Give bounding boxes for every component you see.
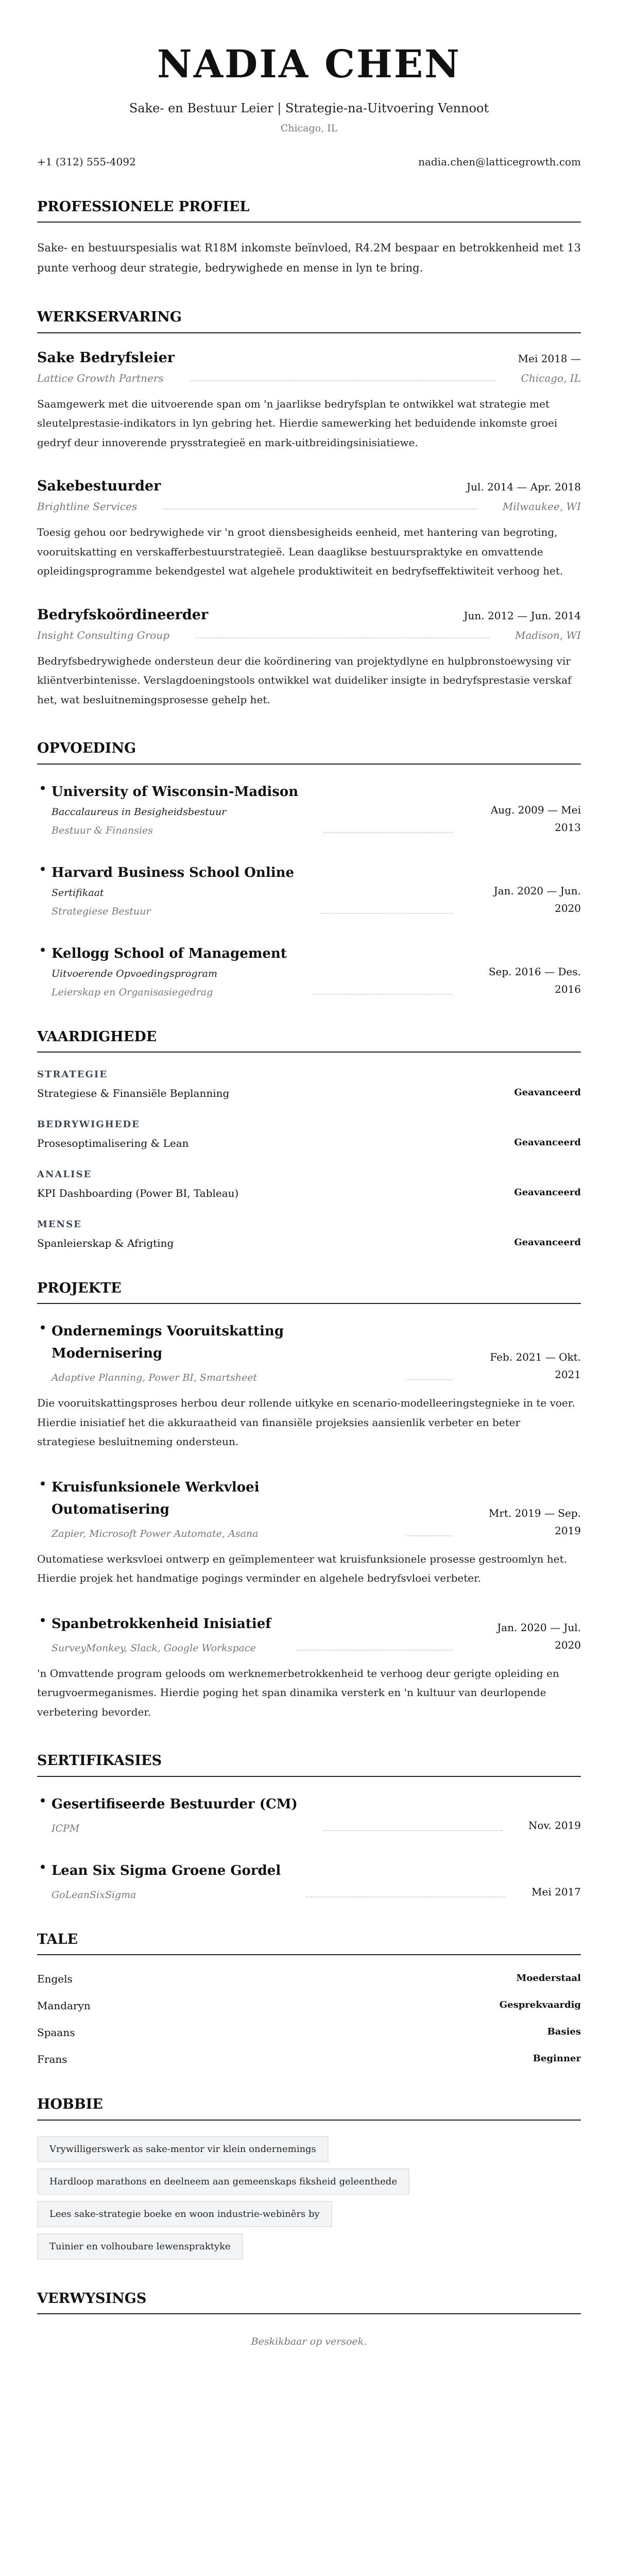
section-title: SERTIFIKASIES (37, 1753, 581, 1776)
dotted-leader (320, 913, 452, 914)
dotted-leader (306, 1896, 506, 1897)
bullet-icon: • (39, 1614, 47, 1628)
language-name: Spaans (37, 2026, 75, 2039)
section-title: WERKSERVARING (37, 309, 581, 333)
project-details (52, 1477, 380, 1539)
candidate-headline: Sake- en Bestuur Leier | Strategie-na-Uitvoering Vennoot (129, 101, 489, 115)
dotted-leader (405, 1379, 452, 1380)
skill-category: STRATEGIE (37, 1069, 108, 1080)
field-of-study: Leierskap en Organisasiegedrag (52, 986, 213, 998)
company-name: Insight Consulting Group (37, 629, 170, 641)
education-entry (37, 943, 581, 998)
job-entry (37, 350, 581, 453)
certification-details (52, 1860, 281, 1901)
contact-row (37, 156, 581, 168)
section-title: PROFESSIONELE PROFIEL (37, 199, 581, 223)
school-name: Kellogg School of Management (52, 945, 287, 961)
section-title: VERWYSINGS (37, 2291, 581, 2314)
field-of-study: Strategiese Bestuur (52, 905, 151, 917)
bullet-icon: • (39, 943, 47, 957)
email-address[interactable]: nadia.chen@latticegrowth.com (418, 156, 581, 168)
language-level: Beginner (533, 2053, 581, 2064)
skill-row (37, 1187, 581, 1199)
skill-category: BEDRYWIGHEDE (37, 1119, 140, 1130)
project-description: Die vooruitskattingsproses herbou deur rollende uitkyke en scenario-modelleeringstegnieke in te voer. Hierdie inisiatief het die akkuraatheid van finansiële projeksies aansienlik verbeter en beter strategiese besluitneming ondersteun. (37, 1397, 575, 1448)
skill-level: Geavanceerd (514, 1087, 581, 1098)
project-tools: SurveyMonkey, Slack, Google Workspace (52, 1642, 256, 1654)
skill-row (37, 1237, 581, 1249)
certification-issuer: GoLeanSixSigma (52, 1889, 136, 1901)
job-description: Toesig gehou oor bedrywighede vir 'n groot diensbesigheids eenheid, met hantering van begroting, vooruitskatting en verskafferbestuurstrategieë. Lean daaglikse bestuurspraktyke en omvattende opleidingsprogramme bekendgestel wat algehele produktiwiteit en bedryfseffektiwiteit verhoog het. (37, 526, 563, 578)
candidate-location: Chicago, IL (280, 123, 338, 134)
skill-level: Geavanceerd (514, 1237, 581, 1248)
language-level: Moederstaal (516, 1973, 581, 1984)
profile-summary: Sake- en bestuurspesialis wat R18M inkomste beïnvloed, R4.2M bespaar en betrokkenheid met 13 punte verhoog deur strategie, bedrywighede en mense in lyn te bring. (37, 242, 581, 275)
experience-section (37, 309, 581, 709)
certification-name: Gesertifiseerde Bestuurder (CM) (52, 1796, 298, 1812)
projects-section (37, 1280, 581, 1722)
bullet-icon: • (39, 1860, 47, 1874)
language-level: Basies (547, 2026, 581, 2038)
skill-row (37, 1087, 581, 1099)
school-name: Harvard Business School Online (52, 865, 295, 880)
language-row (37, 1999, 581, 2012)
hobby-chip: Tuinier en volhoubare lewenspraktyke (37, 2233, 243, 2260)
dotted-leader (405, 1535, 452, 1536)
skill-name: Spanleierskap & Afrigting (37, 1237, 174, 1250)
education-entry (37, 781, 581, 836)
section-title: HOBBIE (37, 2096, 581, 2120)
skill-category: MENSE (37, 1219, 82, 1230)
language-row (37, 2053, 581, 2065)
certifications-section (37, 1753, 581, 1900)
resume-header (37, 42, 581, 168)
dotted-leader (297, 1650, 452, 1651)
job-entry (37, 607, 581, 710)
job-title: Bedryfskoördineerder (37, 606, 209, 623)
project-tools: Adaptive Planning, Power BI, Smartsheet (52, 1372, 258, 1384)
skill-name: KPI Dashboarding (Power BI, Tableau) (37, 1187, 239, 1200)
skill-category: ANALISE (37, 1169, 92, 1180)
certification-issuer: ICPM (52, 1822, 80, 1834)
project-entry (37, 1320, 581, 1452)
education-dates: Aug. 2009 — Mei 2013 (490, 803, 581, 834)
job-description: Saamgewerk met die uitvoerende span om 'n jaarlikse bedryfsplan te ontwikkel wat strategie met sleutelprestasie-indikators in lyn gebring het. Hierdie samewerking het beduidende inkomste groei gedryf deur innoverende prysstrategieë en mark-uitbreidingsinisiatiewe. (37, 397, 558, 449)
bullet-icon: • (39, 1477, 47, 1491)
skill-level: Geavanceerd (514, 1137, 581, 1148)
project-tools: Zapier, Microsoft Power Automate, Asana (52, 1528, 259, 1539)
profile-section (37, 199, 581, 278)
certification-date: Mei 2017 (531, 1885, 581, 1898)
hobby-chip: Hardloop marathons en deelneem aan gemeenskaps fiksheid geleenthede (37, 2168, 409, 2195)
project-description: 'n Omvattende program geloods om werknemerbetrokkenheid te verhoog deur gerigte opleiding en terugvoermeganismes. Hierdie poging het span dinamika versterk en 'n kultuur van deurlopende verbetering bevorder. (37, 1667, 559, 1718)
education-details (52, 943, 287, 998)
phone-number: +1 (312) 555-4092 (37, 156, 136, 168)
languages-section (37, 1931, 581, 2065)
skill-row (37, 1137, 581, 1149)
language-row (37, 2026, 581, 2039)
language-name: Frans (37, 2053, 67, 2066)
job-title: Sake Bedryfsleier (37, 349, 175, 366)
project-name: Kruisfunksionele Werkvloei Outomatisering (52, 1479, 260, 1517)
job-header (37, 350, 581, 366)
education-dates: Jan. 2020 — Jun. 2020 (493, 884, 581, 914)
dotted-leader (324, 832, 452, 833)
skills-section (37, 1029, 581, 1249)
section-title: TALE (37, 1931, 581, 1955)
certification-name: Lean Six Sigma Groene Gordel (52, 1862, 281, 1878)
references-note: Beskikbaar op versoek. (251, 2336, 367, 2348)
education-details (52, 862, 294, 917)
job-header (37, 607, 581, 623)
language-name: Mandaryn (37, 1999, 91, 2012)
candidate-name: NADIA CHEN (157, 42, 461, 87)
section-title: PROJEKTE (37, 1280, 581, 1304)
project-entry (37, 1477, 581, 1588)
hobby-chip: Vrywilligerswerk as sake-mentor vir klein ondernemings (37, 2136, 329, 2162)
dotted-leader (323, 1830, 503, 1831)
bullet-icon: • (39, 1321, 47, 1335)
project-header (37, 1477, 581, 1539)
job-dates: Mei 2018 — (518, 352, 581, 365)
certification-entry (37, 1793, 581, 1834)
job-meta (37, 372, 581, 384)
project-name: Spanbetrokkenheid Inisiatief (52, 1616, 271, 1632)
dotted-leader (163, 509, 476, 510)
project-header (37, 1320, 581, 1383)
skill-name: Prosesoptimalisering & Lean (37, 1137, 189, 1150)
education-section (37, 740, 581, 997)
bullet-icon: • (39, 782, 47, 795)
job-description: Bedryfsbedrywighede ondersteun deur die koördinering van projektydlyne en hulpbronstoewysing vir kliëntverbintenisse. Verslagdoeningstools ontwikkel wat duideliker insigte in bedryfsprestasie verskaf het, wat besluitnemingsprosesse gehelp het. (37, 654, 572, 706)
language-level: Gesprekvaardig (499, 1999, 581, 2011)
degree: Uitvoerende Opvoedingsprogram (52, 968, 217, 979)
job-meta (37, 500, 581, 513)
project-name: Ondernemings Vooruitskatting Modernisering (52, 1324, 284, 1362)
dotted-leader (190, 380, 495, 381)
bullet-icon: • (39, 862, 47, 876)
hobbies-section (37, 2096, 581, 2259)
skill-level: Geavanceerd (514, 1187, 581, 1198)
education-details (52, 781, 298, 836)
company-name: Brightline Services (37, 500, 138, 513)
certification-entry (37, 1860, 581, 1901)
dotted-leader (195, 637, 489, 638)
project-details (52, 1320, 380, 1383)
degree: Sertifikaat (52, 887, 104, 899)
education-entry (37, 862, 581, 917)
job-location: Madison, WI (515, 629, 581, 641)
project-dates: Mrt. 2019 — Sep. 2019 (488, 1506, 581, 1537)
school-name: University of Wisconsin-Madison (52, 784, 299, 800)
language-name: Engels (37, 1973, 73, 1986)
hobby-chip: Lees sake-strategie boeke en woon industrie-webinêrs by (37, 2201, 332, 2227)
section-title: OPVOEDING (37, 740, 581, 764)
project-details (52, 1613, 271, 1654)
job-meta (37, 629, 581, 641)
project-header (37, 1613, 581, 1654)
project-dates: Feb. 2021 — Okt. 2021 (490, 1351, 581, 1381)
skill-name: Strategiese & Finansiële Beplanning (37, 1087, 230, 1100)
education-dates: Sep. 2016 — Des. 2016 (488, 965, 581, 995)
degree: Baccalaureus in Besigheidsbestuur (52, 806, 227, 818)
project-dates: Jan. 2020 — Jul. 2020 (497, 1621, 581, 1651)
job-header (37, 478, 581, 494)
job-dates: Jul. 2014 — Apr. 2018 (467, 481, 581, 494)
certification-date: Nov. 2019 (528, 1819, 581, 1832)
language-row (37, 1973, 581, 1985)
job-location: Chicago, IL (521, 371, 581, 384)
job-title: Sakebestuurder (37, 478, 161, 495)
job-location: Milwaukee, WI (502, 500, 581, 513)
job-entry (37, 478, 581, 581)
references-section (37, 2291, 581, 2347)
section-title: VAARDIGHEDE (37, 1029, 581, 1053)
project-entry (37, 1613, 581, 1722)
dotted-leader (313, 994, 452, 995)
project-description: Outomatiese werksvloei ontwerp en geïmplementeer wat kruisfunksionele prosesse gestroomlyn het. Hierdie projek het handmatige pogings verminder en algehele bedryfsvloei verbeter. (37, 1552, 568, 1585)
job-dates: Jun. 2012 — Jun. 2014 (464, 609, 581, 622)
company-name: Lattice Growth Partners (37, 371, 164, 384)
certification-details (52, 1793, 298, 1834)
bullet-icon: • (39, 1794, 47, 1808)
field-of-study: Bestuur & Finansies (52, 824, 153, 836)
